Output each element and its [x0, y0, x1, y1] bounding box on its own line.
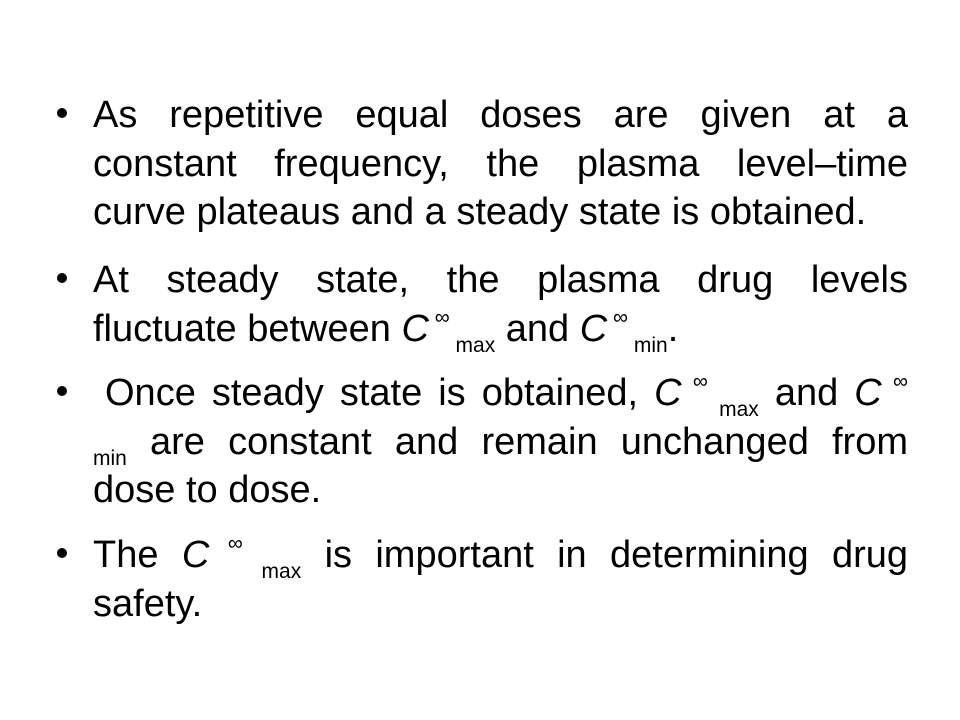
text-run: is important in determining drug: [301, 534, 909, 576]
bullet-line: [93, 369, 908, 421]
text-run: fluctuate between: [93, 307, 402, 350]
text-run: The: [93, 534, 182, 576]
text-run: dose to dose.: [93, 469, 322, 511]
bullet-icon: [57, 108, 67, 118]
bullet-line: [93, 256, 908, 305]
variable-c: C: [854, 372, 882, 414]
superscript-infinity: ∞: [428, 305, 450, 329]
bullet-text: [93, 91, 908, 237]
superscript-infinity: ∞: [881, 370, 908, 393]
subscript-max: max: [449, 333, 496, 357]
text-run: .: [667, 307, 679, 350]
bullet-line: [93, 418, 908, 470]
bullet-line: [93, 305, 908, 357]
bullet-text: [93, 531, 908, 628]
superscript-infinity: ∞: [681, 370, 708, 393]
variable-c: C: [401, 307, 429, 350]
variable-c: C: [181, 534, 210, 576]
bullet-line: [93, 531, 909, 583]
superscript-infinity: ∞: [209, 532, 243, 555]
superscript-infinity: ∞: [607, 305, 629, 329]
subscript-max: max: [707, 398, 759, 421]
bullet-icon: [57, 548, 67, 558]
bullet-text: [93, 256, 908, 357]
text-run: Once steady state is obtained,: [105, 372, 655, 414]
text-run: safety.: [93, 582, 203, 625]
text-run: At steady state, the plasma drug levels: [93, 259, 908, 301]
text-run: are constant and remain unchanged from: [126, 420, 908, 463]
text-run: As repetitive equal doses are given at a: [93, 94, 908, 136]
subscript-min: min: [628, 333, 668, 357]
bullet-line: [93, 188, 908, 237]
subscript-max: max: [242, 560, 302, 583]
text-run: and: [758, 372, 855, 414]
bullet-text: [93, 369, 908, 515]
subscript-min: min: [93, 446, 127, 470]
bullet-line: [93, 466, 908, 515]
bullet-icon: [57, 273, 67, 283]
variable-c: C: [579, 307, 608, 350]
bullet-line: [93, 580, 908, 629]
text-run: and: [495, 307, 580, 350]
bullet-line: [93, 140, 908, 189]
text-run: curve plateaus and a steady state is obtained.: [93, 191, 867, 233]
text-run: constant frequency, the plasma level–time: [93, 142, 908, 185]
bullet-line: [93, 91, 908, 140]
bullet-icon: [57, 386, 67, 396]
variable-c: C: [654, 372, 682, 414]
